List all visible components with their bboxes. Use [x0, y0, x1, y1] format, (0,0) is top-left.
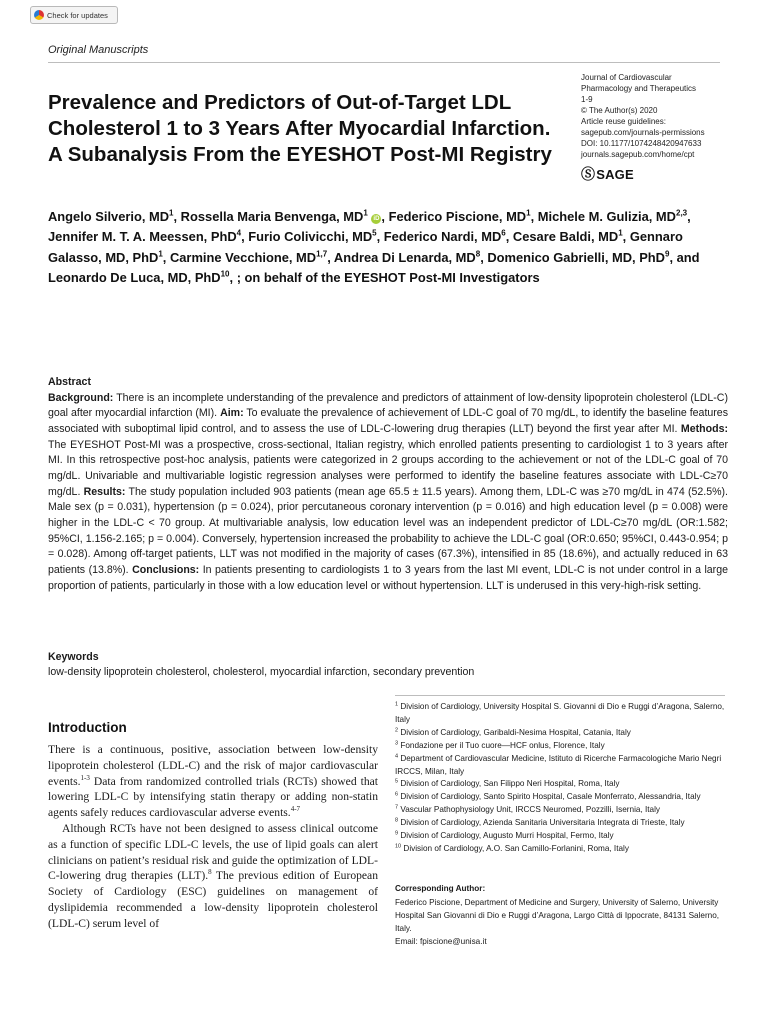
author-affiliation-ref: 4	[236, 229, 242, 239]
author-affiliation-ref: 1	[169, 208, 174, 218]
author-list: Angelo Silverio, $MD^1$, Rossella Maria Benvenga, $MD^1$ iD , Federico Piscione, $MD^1$, Michele M. Gulizia, MD$^{2,3}$, Jennifer M. T. A. Meessen, PhD$^4$, Furio Colivicchi, $MD^5$, Federico Nardi, $MD^6$, Cesare Baldi, $MD^1$, Gennaro Galasso, MD, PhD$^1$, Carmine Vecchione, MD$^{1,7}$, Andrea Di Lenarda, $MD^8$, Domenico Gabrielli, MD, PhD$^9$, and Leonardo De Luca, MD, PhD$^{10}$, ; on behalf of the EYESHOT Post-MI Investigators	[48, 208, 700, 286]
affiliation-text: Department of Cardiovascular Medicine, Istituto di Ricerche Farmacologiche Mario Negri IRCCS, Milan, Italy	[395, 753, 722, 776]
author-affiliation-ref: 1	[363, 208, 368, 218]
affiliation-number: 3	[395, 739, 399, 746]
journal-info-line: © The Author(s) 2020	[581, 106, 658, 115]
intro-text: The previous edition of European Society of Cardiology (ESC) guidelines on management of dyslipidemia recommended a low-density lipoprotein cholesterol (LDL-C) serum level of	[48, 869, 379, 930]
affiliation-number: 10	[395, 843, 402, 850]
abstract-section-label: Background:	[48, 391, 114, 404]
author-affiliation-ref: 6	[501, 229, 506, 239]
affiliation-number: 2	[395, 727, 399, 734]
abstract-body	[48, 392, 728, 592]
affiliation-text: Fondazione per il Tuo cuore—HCF onlus, Florence, Italy	[400, 740, 605, 750]
author-affiliation-ref: 8	[475, 249, 481, 259]
intro-paragraph	[48, 742, 378, 821]
corresponding-author	[395, 883, 725, 949]
author-affiliation-ref: 5	[372, 229, 377, 239]
corresponding-address: Federico Piscione, Department of Medicine and Surgery, University of Salerno, University Hospital San Giovanni di Dio e Ruggi d’Aragona, Largo Città di Ippocrate, 84131 Salerno, Italy.	[395, 897, 720, 933]
affiliation-text: Division of Cardiology, Augusto Murri Hospital, Fermo, Italy	[400, 831, 614, 841]
author-affiliation-ref: 1	[526, 208, 531, 218]
journal-info	[581, 72, 726, 160]
abstract	[48, 375, 728, 594]
publisher-name: SAGE	[596, 166, 634, 182]
author-name: Michele M. Gulizia, MD	[537, 209, 676, 224]
author-name: Andrea Di Lenarda, MD	[333, 249, 476, 265]
affiliations	[395, 701, 725, 856]
header-divider	[48, 62, 720, 63]
author-name: Jennifer M. T. A. Meessen, PhD	[48, 229, 237, 245]
author-affiliation-ref: 2,3	[676, 208, 688, 218]
affiliation-item	[395, 740, 725, 753]
journal-info-line[interactable]: journals.sagepub.com/home/cpt	[581, 150, 695, 159]
check-for-updates-button[interactable]	[30, 6, 118, 24]
abstract-section-text: To evaluate the prevalence of achievement of LDL-C goal of 70 mg/dL, to identify the baseline features associated with suboptimal lipid control, and to assess the use of LDL-C-lowering drug therapies (LLT) beyond the first year after MI.	[48, 407, 728, 435]
abstract-section-label: Results:	[83, 485, 126, 498]
author-affiliation-ref: 9	[665, 249, 670, 259]
author-name: Furio Colivicchi, MD	[248, 229, 373, 245]
affiliation-number: 9	[395, 830, 399, 837]
introduction-heading: Introduction	[48, 720, 127, 735]
affiliation-item	[395, 817, 725, 830]
affiliation-text: Division of Cardiology, San Filippo Neri Hospital, Roma, Italy	[400, 779, 620, 789]
affiliation-number: 4	[395, 752, 399, 759]
affiliation-item	[395, 778, 725, 791]
citation-ref[interactable]: 1-3	[80, 773, 90, 782]
author-name: and Leonardo De Luca, MD, PhD	[48, 249, 700, 286]
affiliation-number: 6	[395, 791, 399, 798]
affiliation-text: Division of Cardiology, Garibaldi-Nesima Hospital, Catania, Italy	[400, 727, 631, 737]
sage-logo-icon: Ⓢ	[581, 166, 596, 182]
journal-info-line[interactable]: DOI: 10.1177/1074248420947633	[581, 139, 702, 148]
journal-info-line: Pharmacology and Therapeutics	[581, 84, 697, 93]
keywords-text: low-density lipoprotein cholesterol, cholesterol, myocardial infarction, secondary prevention	[48, 666, 475, 678]
author-name: Carmine Vecchione, MD	[169, 249, 317, 265]
journal-info-line: 1-9	[581, 95, 593, 104]
affiliation-item	[395, 701, 725, 727]
abstract-heading: Abstract	[48, 376, 91, 388]
intro-text: Data from randomized controlled trials (RCTs) showed that lowering LDL-C by intensifying statin therapy or adding non-statin agents safely reduces cardiovascular adverse events.	[48, 774, 378, 820]
abstract-section-text: There is an incomplete understanding of the prevalence and predictors of attainment of low-density lipoprotein cholesterol (LDL-C) goal after myocardial infarction (MI).	[48, 391, 728, 420]
crossmark-icon	[34, 10, 44, 20]
intro-text: There is a continuous, positive, association between low-density lipoprotein cholesterol (LDL-C) and the risk of major cardiovascular events.	[48, 743, 378, 788]
author-affiliation-ref: 1,7	[316, 249, 328, 259]
journal-info-line[interactable]: sagepub.com/journals-permissions	[581, 128, 705, 137]
author-name: Federico Piscione, MD	[388, 209, 527, 224]
affiliation-text: Vascular Pathophysiology Unit, IRCCS Neuromed, Pozzilli, Isernia, Italy	[400, 805, 661, 815]
author-affiliation-ref: 1	[618, 229, 623, 239]
journal-info-line: Article reuse guidelines:	[581, 117, 666, 126]
investigators-note: ; on behalf of the EYESHOT Post-MI Investigators	[236, 270, 540, 286]
corresponding-email[interactable]: Email: fpiscione@unisa.it	[395, 936, 487, 946]
article-title: Prevalence and Predictors of Out-of-Target LDL Cholesterol 1 to 3 Years After Myocardial Infarction. A Subanalysis From the EYESHOT Post-MI Registry	[48, 91, 552, 166]
affiliation-item	[395, 753, 725, 779]
author-name: Angelo Silverio, MD	[48, 209, 170, 224]
orcid-icon[interactable]: iD	[373, 216, 380, 222]
author-name: Gennaro Galasso, MD, PhD	[48, 229, 683, 265]
sage-logo	[581, 164, 634, 184]
author-name: Cesare Baldi, MD	[512, 229, 619, 245]
author-name: Federico Nardi, MD	[383, 229, 502, 245]
affiliation-item	[395, 791, 725, 804]
affiliation-item	[395, 830, 725, 843]
affiliation-text: Division of Cardiology, Santo Spirito Hospital, Casale Monferrato, Alessandria, Italy	[400, 792, 701, 802]
section-label: Original Manuscripts	[48, 44, 149, 56]
affiliation-number: 7	[395, 804, 399, 811]
affiliation-text: Division of Cardiology, Azienda Sanitaria Universitaria Integrata di Trieste, Italy	[400, 818, 685, 828]
abstract-section-text: In patients presenting to cardiologists 1 to 3 years from the last MI event, LDL-C is not under control in a large proportion of patients, particularly in those with a low education level or without hypertension. LLT is underused in this very-high-risk setting.	[48, 563, 728, 592]
affiliation-item	[395, 804, 725, 817]
author-affiliation-ref: 1	[158, 249, 163, 259]
affiliation-number: 5	[395, 778, 399, 785]
author-affiliation-ref: 10	[220, 269, 230, 279]
citation-ref[interactable]: 4-7	[290, 805, 301, 814]
affiliation-number: 1	[395, 701, 399, 708]
affiliation-text: Division of Cardiology, A.O. San Camillo-Forlanini, Roma, Italy	[403, 843, 629, 853]
citation-ref[interactable]: 8	[208, 868, 212, 877]
journal-info-line: Journal of Cardiovascular	[581, 73, 672, 82]
check-for-updates-label: Check for updates	[47, 10, 108, 20]
abstract-section-label: Methods:	[680, 422, 728, 435]
intro-paragraph	[48, 821, 378, 932]
keywords	[48, 650, 728, 680]
introduction-body	[48, 742, 378, 932]
footnote-divider	[395, 695, 725, 696]
abstract-section-label: Conclusions:	[132, 563, 200, 576]
keywords-heading: Keywords	[48, 651, 99, 663]
corresponding-heading: Corresponding Author:	[395, 884, 486, 893]
affiliation-number: 8	[395, 817, 399, 824]
author-name: Domenico Gabrielli, MD, PhD	[487, 249, 665, 265]
intro-text: Although RCTs have not been designed to assess clinical outcome as a function of specific LDL-C levels, the use of lipid goals can alert clinicians on patient’s residual risk and guide the optimization of LDL-C-lowering drug therapies (LLT).	[48, 821, 378, 883]
affiliation-item	[395, 843, 725, 856]
abstract-section-label: Aim:	[220, 407, 244, 420]
affiliation-item	[395, 727, 725, 740]
abstract-section-text: The study population included 903 patients (mean age 65.5 ± 11.5 years). Among them, LDL-C was ≥70 mg/dL in 474 (52.5%). Male sex (p = 0.031), hypertension (p = 0.024), prior percutaneous coronary intervention (p = 0.016) and high education level (p = 0.008) were higher in the LDL-C < 70 group. At multivariable analysis, low education level was an independent predictor of LDL-C≥70 mg/dL (OR:1.582; 95%CI, 1.156-2.165; p = 0.004). Conversely, hypertension increased the probability to achieve the LDL-C goal (OR:0.650; 95%CI, 0.443-0.954; p = 0.028). Among off-target patients, LLT was not modified in the majority of cases (67.3%), intensified in 85 (18.6%), and actually reduced in 63 patients (13.8%).	[48, 485, 728, 576]
affiliation-text: Division of Cardiology, University Hospital S. Giovanni di Dio e Ruggi d’Aragona, Salerno, Italy	[395, 702, 725, 724]
author-name: Rossella Maria Benvenga, MD	[180, 209, 364, 224]
abstract-section-text: The EYESHOT Post-MI was a prospective, cross-sectional, Italian registry, which enrolled patients presenting to cardiologist 1 to 3 years after MI. In this retrospective post-hoc analysis, patients were categorized in 2 groups according to the achievement or not of the LDL-C goal of 70 mg/dL. Univariable and multivariable logistic regression analyses were performed to identify the baseline features associate with LDL-C≥70 mg/dL.	[48, 438, 728, 498]
